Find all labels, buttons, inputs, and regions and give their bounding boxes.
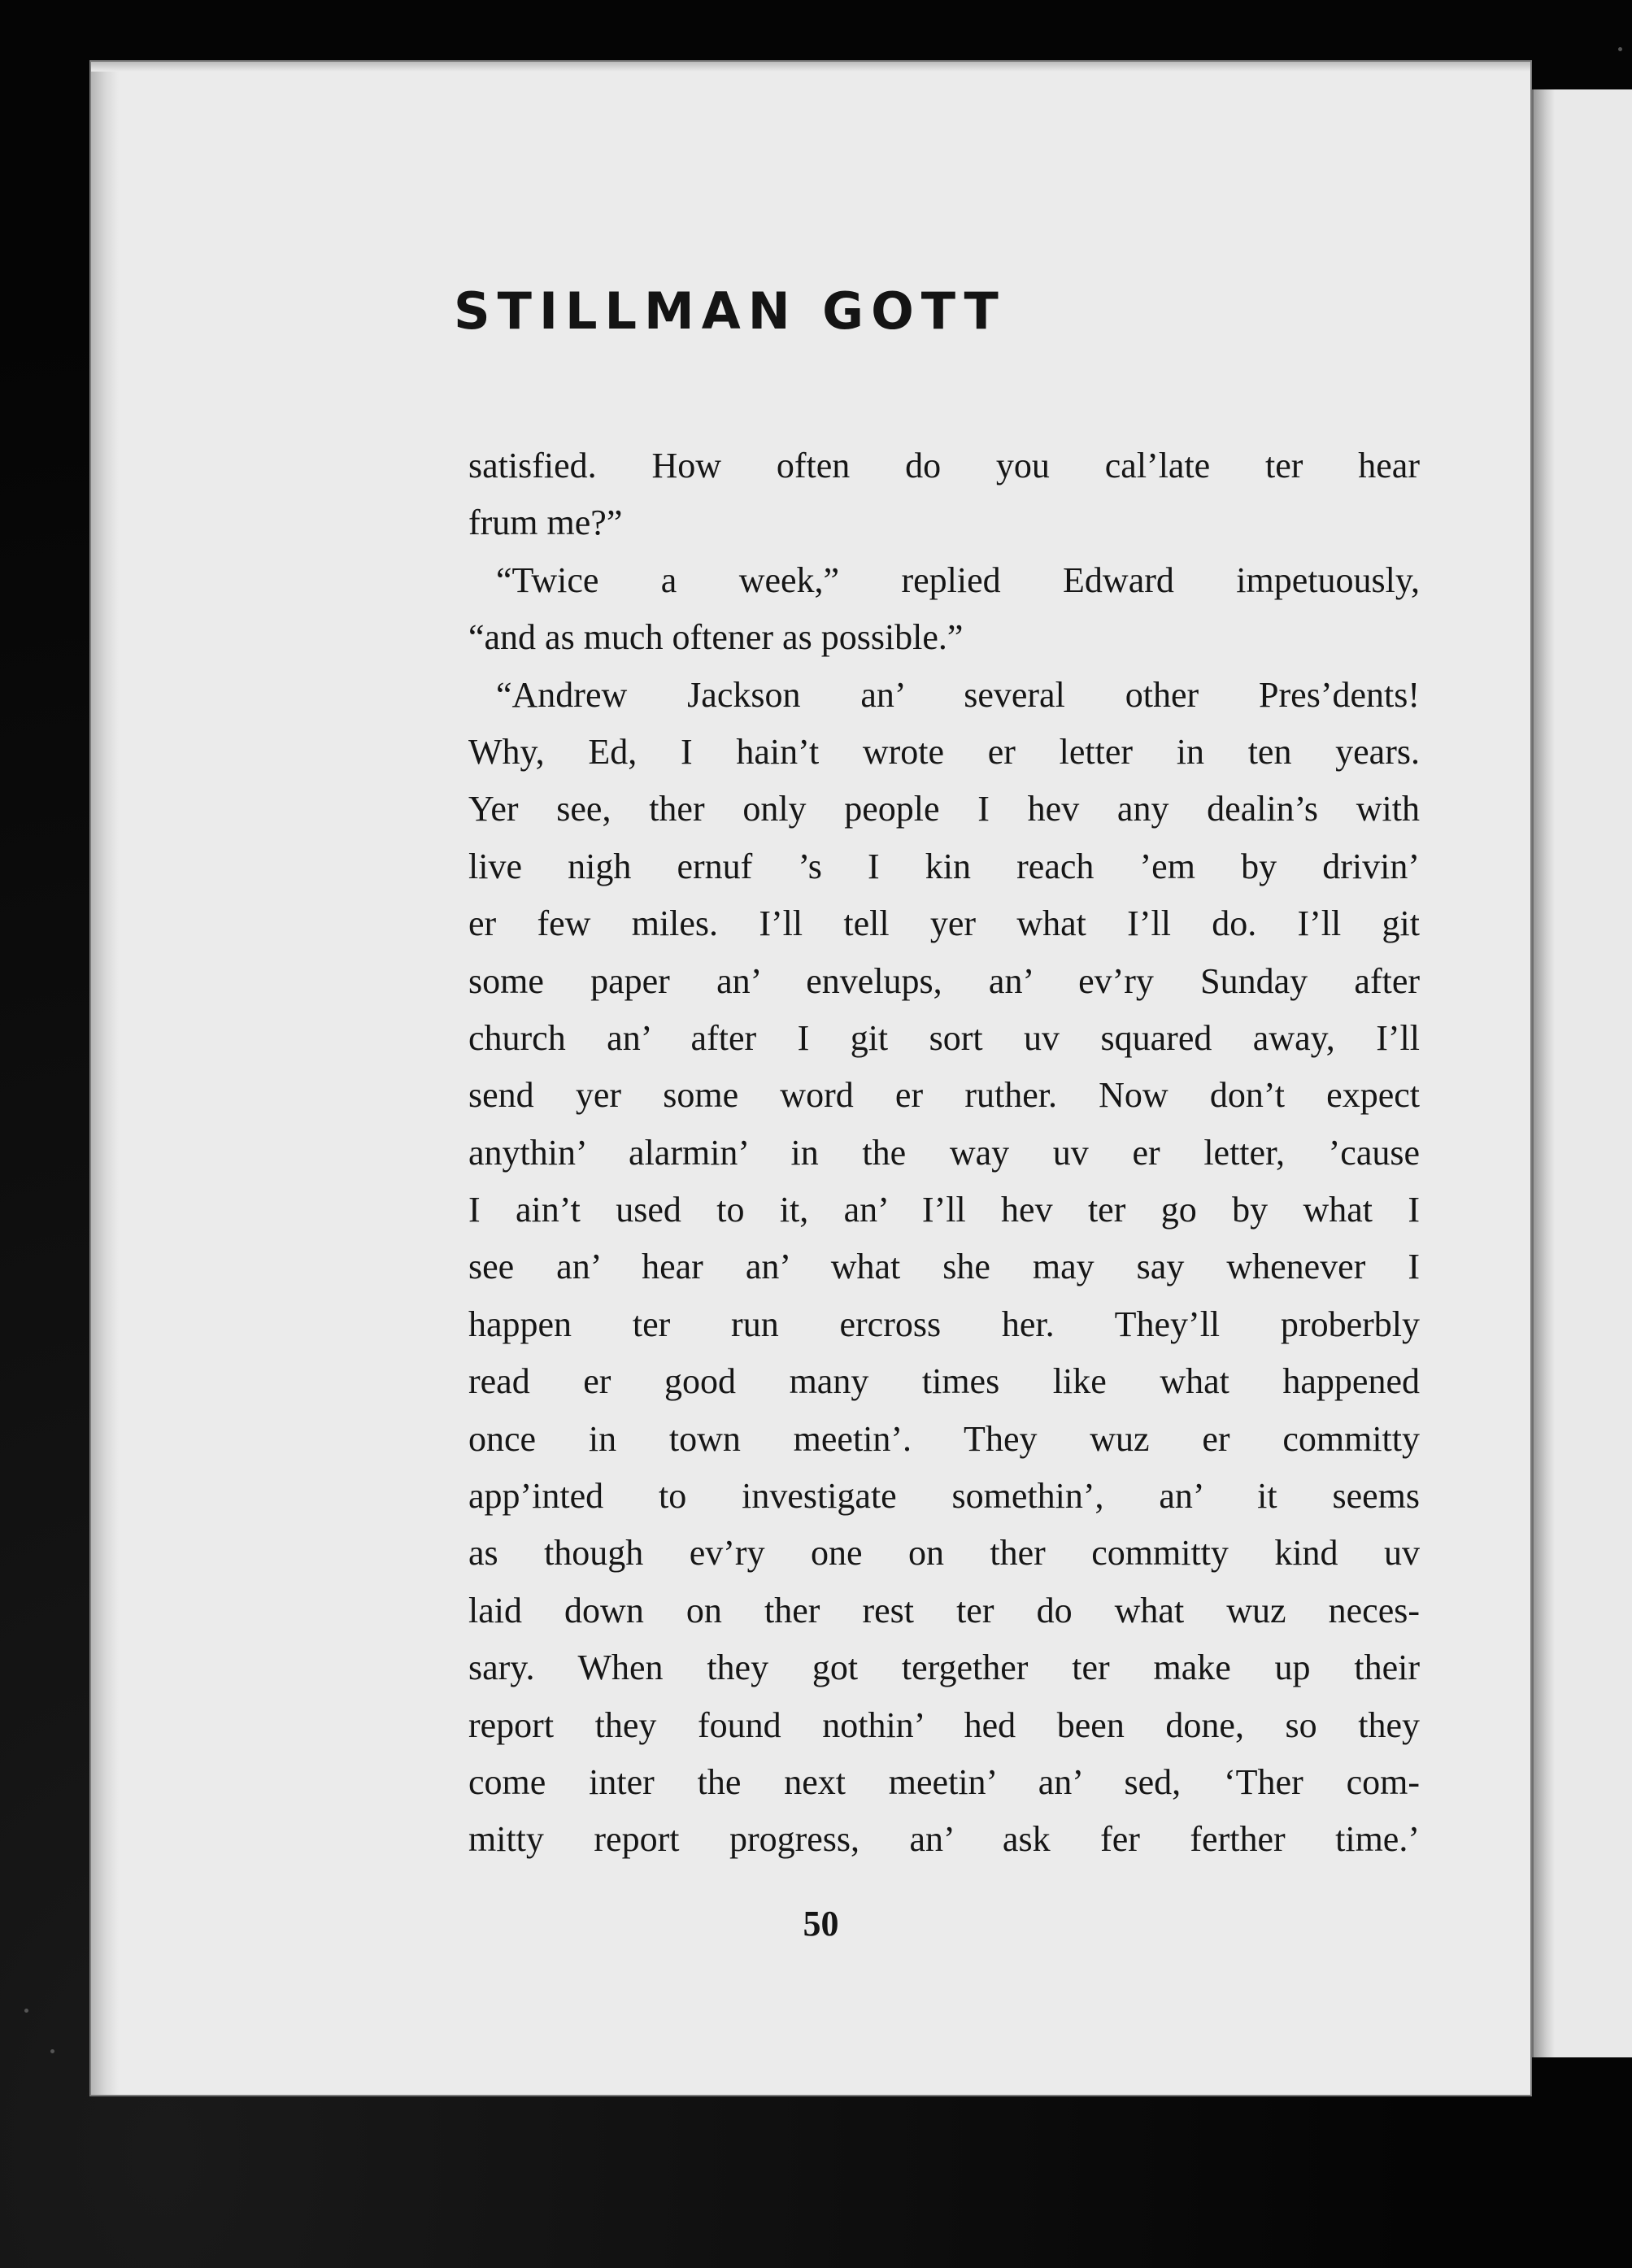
page-gutter-shadow (91, 62, 119, 2095)
text-line: some paper an’ envelups, an’ ev’ry Sunday after (468, 960, 1420, 1001)
page-top-shadow (91, 62, 1530, 72)
running-head: STILLMAN GOTT (454, 281, 1006, 341)
text-line: report they found nothin’ hed been done, so they (468, 1704, 1420, 1745)
page-number: 50 (803, 1904, 839, 1944)
text-line: app’inted to investigate somethin’, an’ it seems (468, 1476, 1420, 1517)
text-line: church an’ after I git sort uv squared away, I’ll (468, 1017, 1420, 1058)
text-line: “and as much oftener as possible.” (468, 617, 964, 658)
text-line: send yer some word er ruther. Now don’t expect (468, 1075, 1420, 1116)
book-page (91, 62, 1530, 2095)
text-line: Yer see, ther only people I hev any dealin’s with (468, 789, 1420, 829)
text-line: anythin’ alarmin’ in the way uv er letter, ’cause (468, 1132, 1420, 1173)
dust-speck (50, 2049, 54, 2053)
text-line: frum me?” (468, 503, 623, 543)
text-line: “Andrew Jackson an’ several other Pres’dents! (496, 674, 1420, 715)
text-line: mitty report progress, an’ ask fer ferther time.’ (468, 1819, 1420, 1860)
text-line: laid down on ther rest ter do what wuz neces- (468, 1590, 1420, 1630)
text-line: see an’ hear an’ what she may say whenever I (468, 1247, 1420, 1287)
dust-speck (1618, 47, 1622, 51)
text-line: Why, Ed, I hain’t wrote er letter in ten years. (468, 731, 1420, 772)
facing-page-edge (1529, 89, 1632, 2057)
text-line: I ain’t used to it, an’ I’ll hev ter go by what I (468, 1190, 1420, 1230)
text-line: read er good many times like what happened (468, 1361, 1420, 1402)
body-text (468, 437, 1420, 1869)
text-line: er few miles. I’ll tell yer what I’ll do. I’ll git (468, 903, 1420, 944)
text-line: satisfied. How often do you cal’late ter hear (468, 446, 1420, 485)
dust-speck (24, 2009, 28, 2013)
text-line: happen ter run ercross her. They’ll proberbly (468, 1304, 1420, 1344)
text-line: as though ev’ry one on ther committy kind uv (468, 1533, 1420, 1574)
text-line: “Twice a week,” replied Edward impetuously, (496, 559, 1420, 600)
text-line: sary. When they got tergether ter make up their (468, 1648, 1420, 1688)
text-line: come inter the next meetin’ an’ sed, ‘Ther com- (468, 1761, 1420, 1802)
text-line: live nigh ernuf ’s I kin reach ’em by drivin’ (468, 846, 1420, 886)
text-line: once in town meetin’. They wuz er committy (468, 1418, 1420, 1459)
